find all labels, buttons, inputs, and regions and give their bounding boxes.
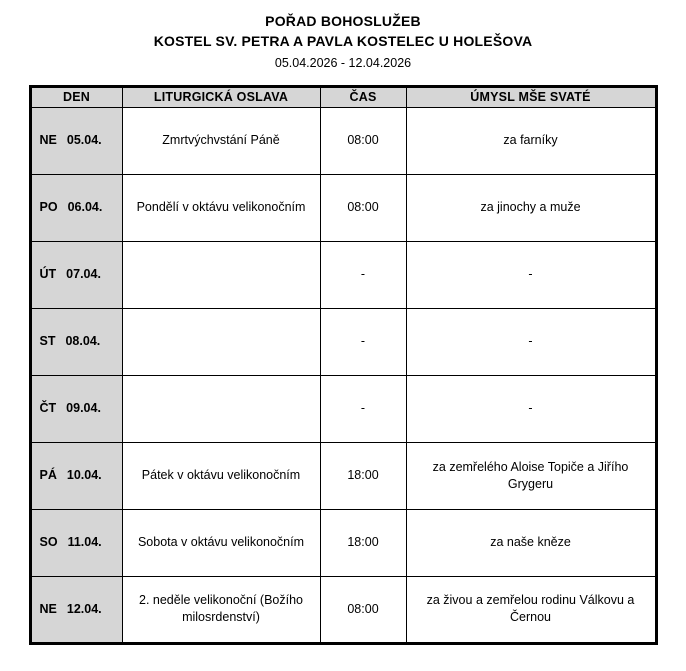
page-title: POŘAD BOHOSLUŽEB	[265, 13, 421, 29]
intention-cell: za farníky	[406, 107, 656, 174]
time-cell: 08:00	[320, 576, 406, 643]
day-abbrev: SO	[39, 535, 58, 550]
document-header	[0, 0, 686, 72]
day-abbrev: NE	[39, 133, 57, 148]
table-row	[30, 442, 656, 509]
day-date: 05.04.	[66, 133, 102, 148]
table-row	[30, 308, 656, 375]
page-subtitle: KOSTEL SV. PETRA A PAVLA KOSTELEC U HOLEŠOVA	[153, 33, 533, 50]
time-cell: -	[320, 308, 406, 375]
day-cell	[30, 375, 122, 442]
time-cell: 08:00	[320, 107, 406, 174]
table-row	[30, 509, 656, 576]
day-cell	[30, 509, 122, 576]
celebration-cell	[122, 308, 320, 375]
column-header-day: DEN	[30, 86, 122, 107]
day-abbrev: ST	[39, 334, 56, 349]
table-row	[30, 174, 656, 241]
column-header-intention: ÚMYSL MŠE SVATÉ	[406, 86, 656, 107]
day-abbrev: ÚT	[39, 267, 57, 282]
day-abbrev: NE	[39, 601, 57, 616]
intention-cell: -	[406, 241, 656, 308]
day-date: 07.04.	[66, 267, 101, 282]
intention-cell: za jinochy a muže	[406, 174, 656, 241]
day-cell	[30, 107, 122, 174]
celebration-cell: Zmrtvýchvstání Páně	[122, 107, 320, 174]
time-cell: 18:00	[320, 509, 406, 576]
schedule-table	[29, 85, 658, 645]
celebration-cell	[122, 375, 320, 442]
day-date: 10.04.	[66, 468, 102, 483]
celebration-cell	[122, 241, 320, 308]
celebration-cell: Pondělí v oktávu velikonočním	[122, 174, 320, 241]
day-date: 11.04.	[67, 535, 102, 550]
intention-cell: za zemřelého Aloise Topiče a Jiřího Grygeru	[406, 442, 656, 509]
column-header-time: ČAS	[320, 86, 406, 107]
table-row	[30, 375, 656, 442]
time-cell: 08:00	[320, 174, 406, 241]
celebration-cell: 2. neděle velikonoční (Božího milosrdenství)	[122, 576, 320, 643]
time-cell: 18:00	[320, 442, 406, 509]
day-cell	[30, 308, 122, 375]
day-cell	[30, 576, 122, 643]
table-row	[30, 107, 656, 174]
celebration-cell: Pátek v oktávu velikonočním	[122, 442, 320, 509]
table-header-row	[30, 86, 656, 107]
intention-cell: za naše kněze	[406, 509, 656, 576]
day-cell	[30, 241, 122, 308]
intention-cell: -	[406, 308, 656, 375]
time-cell: -	[320, 375, 406, 442]
column-header-celebration: LITURGICKÁ OSLAVA	[122, 86, 320, 107]
table-row	[30, 576, 656, 643]
day-date: 09.04.	[66, 401, 101, 416]
day-date: 06.04.	[67, 200, 103, 215]
day-abbrev: ČT	[39, 401, 57, 416]
intention-cell: -	[406, 375, 656, 442]
day-abbrev: PÁ	[39, 468, 57, 483]
table-row	[30, 241, 656, 308]
day-date: 08.04.	[65, 334, 101, 349]
day-date: 12.04.	[66, 601, 102, 616]
day-cell	[30, 442, 122, 509]
schedule-table-body	[30, 107, 656, 643]
time-cell: -	[320, 241, 406, 308]
date-range: 05.04.2026 - 12.04.2026	[274, 55, 412, 70]
day-abbrev: PO	[39, 200, 58, 215]
celebration-cell: Sobota v oktávu velikonočním	[122, 509, 320, 576]
intention-cell: za živou a zemřelou rodinu Válkovu a Černou	[406, 576, 656, 643]
day-cell	[30, 174, 122, 241]
